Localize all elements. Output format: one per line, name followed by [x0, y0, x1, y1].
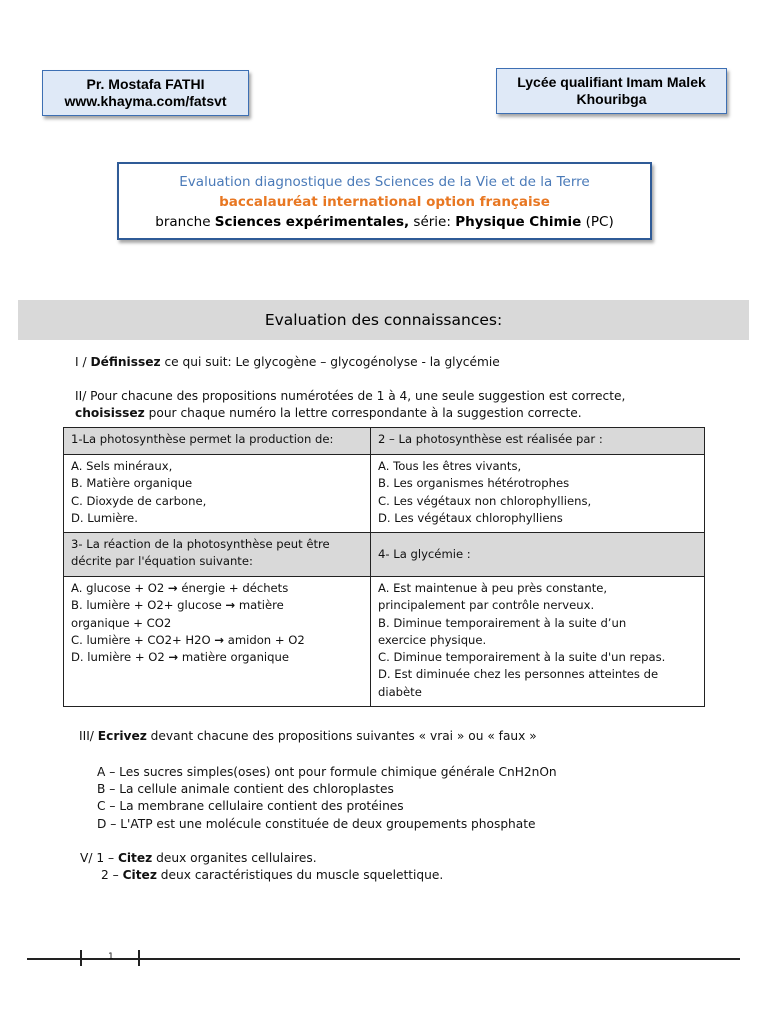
author-name: Pr. Mostafa FATHI [86, 76, 205, 92]
question-1-answers: A. Sels minéraux, B. Matière organique C. Dioxyde de carbone, D. Lumière. [64, 455, 371, 533]
footer-tick-left [80, 950, 82, 966]
arrow-right-icon: → [167, 581, 178, 595]
question-3-answers: A. glucose + O2 → énergie + déchets B. lumière + O2+ glucose → matière organique + CO2 C. lumière + CO2+ H2O → amidon + O2 D. lumière + O2 → matière organique [64, 577, 371, 707]
school-box [496, 68, 727, 114]
author-box [42, 70, 249, 116]
question-2-answers: A. Tous les êtres vivants, B. Les organismes hétérotrophes C. Les végétaux non chlorophylliens, D. Les végétaux chlorophylliens [371, 455, 705, 533]
table-row [64, 577, 705, 707]
question-3-header: 3- La réaction de la photosynthèse peut être décrite par l'équation suivante: [64, 533, 371, 577]
exam-branch: branche Sciences expérimentales, série: Physique Chimie (PC) [155, 214, 614, 230]
question-5-item-2: 2 – Citez deux caractéristiques du muscle squelettique. [101, 868, 444, 882]
table-row [64, 428, 705, 455]
school-name: Lycée qualifiant Imam Malek [517, 74, 706, 90]
true-false-item: C – La membrane cellulaire contient des protéines [97, 799, 404, 813]
arrow-right-icon: → [214, 632, 225, 647]
arrow-right-icon: → [168, 650, 179, 665]
question-4-answers: A. Est maintenue à peu près constante, principalement par contrôle nerveux. B. Diminue temporairement à la suite d’un exercice physique. C. Diminue temporairement à la suite d'un repas. D. Est diminuée chez les personnes atteintes de diabète [371, 577, 705, 707]
question-2-line2: choisissez pour chaque numéro la lettre correspondante à la suggestion correcte. [75, 406, 582, 420]
title-box [117, 162, 652, 240]
author-website: www.khayma.com/fatsvt [64, 93, 227, 109]
question-3: III/ Ecrivez devant chacune des propositions suivantes « vrai » ou « faux » [79, 729, 537, 743]
question-2-header: 2 – La photosynthèse est réalisée par : [371, 428, 705, 455]
question-1: I / Définissez ce qui suit: Le glycogène – glycogénolyse - la glycémie [75, 355, 500, 369]
footer-tick-right [138, 950, 140, 966]
question-4-header: 4- La glycémie : [371, 533, 705, 577]
exam-title: Evaluation diagnostique des Sciences de la Vie et de la Terre [179, 174, 590, 190]
section-title: Evaluation des connaissances: [18, 300, 749, 340]
question-1-header: 1-La photosynthèse permet la production de: [64, 428, 371, 455]
school-city: Khouribga [576, 91, 647, 107]
mcq-table [63, 427, 705, 707]
true-false-item: B – La cellule animale contient des chloroplastes [97, 782, 394, 796]
page-number: 1 [108, 952, 114, 962]
question-2-line1: II/ Pour chacune des propositions numérotées de 1 à 4, une seule suggestion est correcte, [75, 389, 626, 403]
table-row [64, 455, 705, 533]
true-false-item: D – L'ATP est une molécule constituée de deux groupements phosphate [97, 817, 536, 831]
table-row [64, 533, 705, 577]
arrow-right-icon: → [225, 598, 236, 613]
exam-program: baccalauréat international option française [219, 194, 550, 210]
footer-rule [27, 958, 740, 960]
true-false-item: A – Les sucres simples(oses) ont pour formule chimique générale CnH2nOn [97, 765, 557, 779]
question-5-item-1: V/ 1 – Citez deux organites cellulaires. [80, 851, 317, 865]
